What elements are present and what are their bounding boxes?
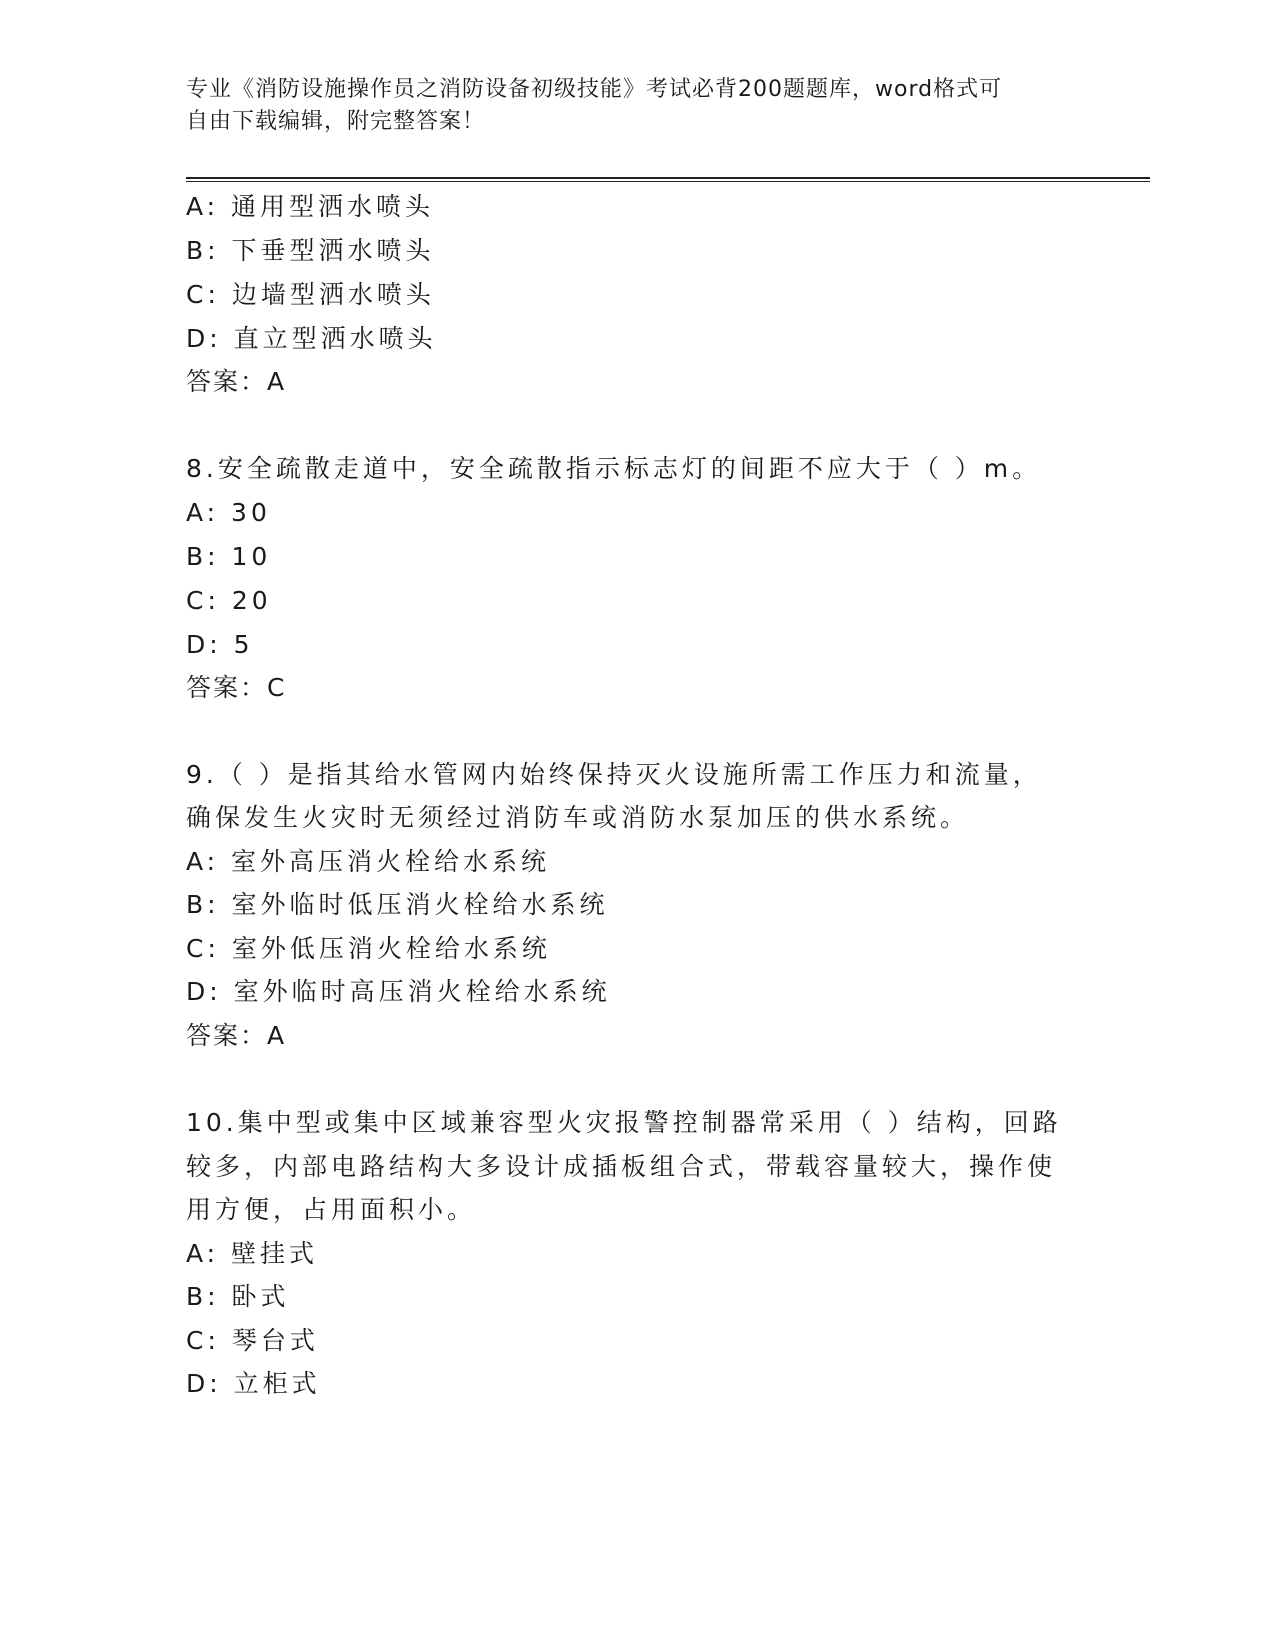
- q9-question-line-2: 确保发生火灾时无须经过消防车或消防水泵加压的供水系统。: [186, 803, 970, 832]
- q8-answer: 答案：C: [186, 673, 287, 702]
- q8-option-c: C: 20: [186, 586, 272, 615]
- q9-option-b: B: 室外临时低压消火栓给水系统: [186, 890, 609, 919]
- q8-option-a: A: 30: [186, 498, 271, 527]
- q10-question-line-3: 用方便，占用面积小。: [186, 1195, 477, 1224]
- q10-option-d: D: 立柜式: [186, 1369, 321, 1398]
- q8-question: 8.安全疏散走道中，安全疏散指示标志灯的间距不应大于（ ）m。: [186, 454, 1042, 483]
- q10-option-b: B: 卧式: [186, 1282, 290, 1311]
- q10-option-a: A: 壁挂式: [186, 1239, 319, 1268]
- header-line-1: 专业《消防设施操作员之消防设备初级技能》考试必背200题题库，word格式可: [186, 77, 1003, 102]
- q10-question-line-1: 10.集中型或集中区域兼容型火灾报警控制器常采用（ ）结构，回路: [186, 1108, 1062, 1137]
- q7-option-c: C: 边墙型洒水喷头: [186, 280, 435, 309]
- header-line-2: 自由下载编辑，附完整答案！: [186, 109, 486, 134]
- q10-question-line-2: 较多，内部电路结构大多设计成插板组合式，带载容量较大，操作使: [186, 1152, 1057, 1181]
- q9-option-a: A: 室外高压消火栓给水系统: [186, 847, 551, 876]
- q7-option-d: D: 直立型洒水喷头: [186, 324, 437, 353]
- q7-option-b: B: 下垂型洒水喷头: [186, 236, 435, 265]
- q9-option-c: C: 室外低压消火栓给水系统: [186, 934, 551, 963]
- q9-question-line-1: 9.（ ）是指其给水管网内始终保持灭火设施所需工作压力和流量，: [186, 760, 1042, 789]
- q9-answer: 答案：A: [186, 1021, 287, 1050]
- q8-option-d: D: 5: [186, 630, 254, 659]
- q7-answer: 答案：A: [186, 367, 287, 396]
- document-header: [186, 74, 1086, 138]
- q9-option-d: D: 室外临时高压消火栓给水系统: [186, 977, 611, 1006]
- q7-option-a: A: 通用型洒水喷头: [186, 192, 435, 221]
- q10-option-c: C: 琴台式: [186, 1326, 319, 1355]
- header-divider: [186, 177, 1150, 182]
- q8-option-b: B: 10: [186, 542, 272, 571]
